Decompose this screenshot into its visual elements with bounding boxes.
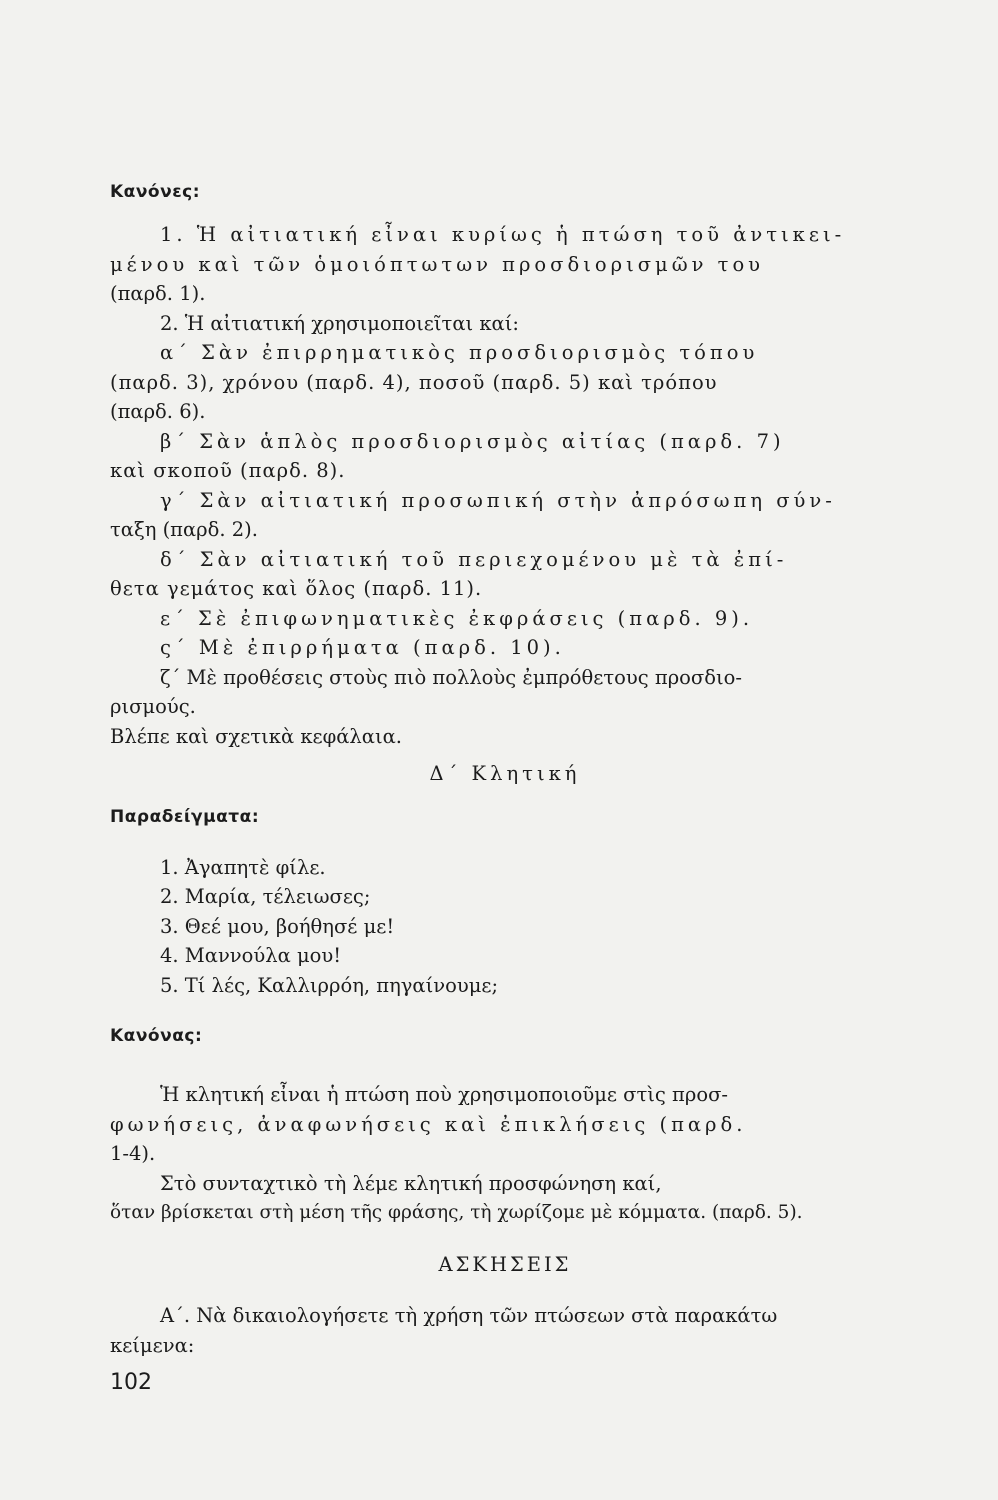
examples-heading: Παραδείγματα: [110,806,260,827]
rules-line-10: γ΄ Σὰν αἰτιατική προσωπική στὴν ἀπρόσωπη σύν- [160,488,836,512]
page-number: 102 [110,1370,152,1395]
rules-line-6: (παρδ. 3), χρόνου (παρδ. 4), ποσοῦ (παρδ. 5) καὶ τρόπου [110,370,718,394]
rules-line-1: 1. Ἡ αἰτιατική εἶναι κυρίως ἡ πτώση τοῦ ἀντικει- [160,223,846,246]
rule-heading: Κανόνας: [110,1026,203,1046]
rules-line-17: ρισμούς. [110,695,196,718]
rule-line-1: Ἡ κλητική εἶναι ἡ πτώση ποὺ χρησιμοποιοῦμε στὶς προσ- [160,1083,728,1106]
example-4: 4. Μαννούλα μου! [160,944,342,967]
rules-line-15: ς΄ Μὲ ἐπιρρήματα (παρδ. 10). [160,636,565,659]
rule-line-3: 1-4). [110,1142,156,1165]
rules-line-13: θετα γεμάτος καὶ ὅλος (παρδ. 11). [110,577,483,600]
rules-line-3: (παρδ. 1). [110,282,206,305]
rule-line-5: ὅταν βρίσκεται στὴ μέση τῆς φράσης, τὴ χωρίζομε μὲ κόμματα. (παρδ. 5). [110,1202,803,1223]
rule-line-2: φωνήσεις, ἀναφωνήσεις καὶ ἐπικλήσεις (παρδ. [110,1112,747,1136]
section-title-vocative: Δ΄ Κλητική [429,762,581,785]
rules-line-16: ζ΄ Μὲ προθέσεις στοὺς πιὸ πολλοὺς ἐμπρόθετους προσδιο- [160,665,742,689]
rules-heading: Κανόνες: [110,182,201,202]
rules-line-4: 2. Ἡ αἰτιατική χρησιμοποιεῖται καί: [160,311,519,335]
example-5: 5. Τί λές, Καλλιρρόη, πηγαίνουμε; [160,973,499,997]
page-content [110,178,900,1360]
rules-line-9: καὶ σκοποῦ (παρδ. 8). [110,459,346,482]
rules-line-7: (παρδ. 6). [110,400,206,423]
rules-line-8: β΄ Σὰν ἁπλὸς προσδιορισμὸς αἰτίας (παρδ. 7) [160,429,785,453]
example-3: 3. Θεέ μου, βοήθησέ με! [160,914,395,938]
example-1: 1. Ἀγαπητὲ φίλε. [160,855,326,879]
exercises-title: ΑΣΚΗΣΕΙΣ [438,1252,572,1276]
rules-line-18: Βλέπε καὶ σχετικὰ κεφάλαια. [110,724,402,748]
rules-line-14: ε΄ Σὲ ἐπιφωνηματικὲς ἐκφράσεις (παρδ. 9). [160,606,754,630]
example-2: 2. Μαρία, τέλειωσες; [160,885,371,908]
rules-line-12: δ΄ Σὰν αἰτιατική τοῦ περιεχομένου μὲ τὰ ἐπί- [160,547,788,571]
rules-line-2: μένου καὶ τῶν ὁμοιόπτωτων προσδιορισμῶν του [110,252,765,276]
exercise-line-2: κείμενα: [110,1333,195,1357]
rules-line-11: ταξη (παρδ. 2). [110,518,258,541]
rules-line-5: α΄ Σὰν ἐπιρρηματικὸς προσδιορισμὸς τόπου [160,341,759,364]
rule-line-4: Στὸ συνταχτικὸ τὴ λέμε κλητική προσφώνηση καί, [160,1171,662,1195]
exercise-line-1: Α΄. Νὰ δικαιολογήσετε τὴ χρήση τῶν πτώσεων στὰ παρακάτω [160,1304,778,1327]
